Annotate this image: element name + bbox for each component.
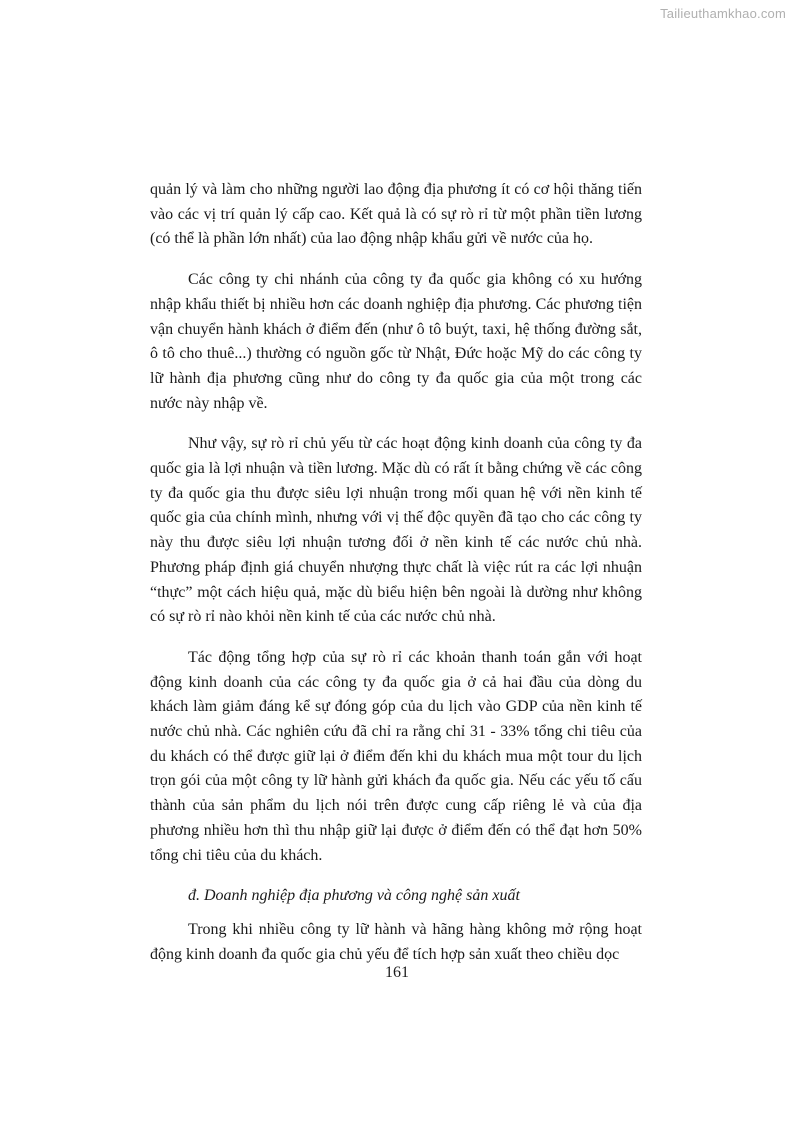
paragraph-combined-impact: Tác động tổng hợp của sự rò rỉ các khoản thanh toán gắn với hoạt động kinh doanh của các công ty đa quốc gia ở cả hai đầu của dòng du khách làm giảm đáng kể sự đóng góp của du lịch vào GDP của nền kinh tế nước chủ nhà. Các nghiên cứu đã chỉ ra rằng chỉ 31 - 33% tổng chi tiêu của du khách có thể được giữ lại ở điểm đến khi du khách mua một tour du lịch trọn gói của một công ty lữ hành gửi khách đa quốc gia. Nếu các yếu tố cấu thành của sản phẩm du lịch nói trên được cung cấp riêng lẻ và của địa phương nhiều hơn thì thu nhập giữ lại được ở điểm đến có thể đạt hơn 50% tổng chi tiêu của du khách. — [150, 648, 642, 864]
section-heading: đ. Doanh nghiệp địa phương và công nghệ sản xuất — [188, 887, 520, 905]
paragraph-subsidiary-imports: Các công ty chi nhánh của công ty đa quốc gia không có xu hướng nhập khẩu thiết bị nhiều hơn các doanh nghiệp địa phương. Các phương tiện vận chuyển hành khách ở điểm đến (như ô tô buýt, taxi, hệ thống đường sắt, ô tô cho thuê...) thường có nguồn gốc từ Nhật, Đức hoặc Mỹ do các công ty lữ hành địa phương cũng như do công ty đa quốc gia của một trong các nước này nhập về. — [150, 271, 642, 412]
paragraph-local-enterprises: Trong khi nhiều công ty lữ hành và hãng hàng không mở rộng hoạt động kinh doanh đa quốc gia chủ yếu để tích hợp sản xuất theo chiều dọc — [150, 920, 642, 963]
watermark-text: Tailieuthamkhao.com — [660, 6, 786, 21]
document-body — [150, 178, 642, 983]
paragraph-continuation: quản lý và làm cho những người lao động địa phương ít có cơ hội thăng tiến vào các vị trí quản lý cấp cao. Kết quả là có sự rò rỉ từ một phần tiền lương (có thể là phần lớn nhất) của lao động nhập khẩu gửi về nước của họ. — [150, 181, 642, 248]
page-number: 161 — [385, 964, 409, 981]
paragraph-leakage-profits: Như vậy, sự rò rỉ chủ yếu từ các hoạt động kinh doanh của công ty đa quốc gia là lợi nhuận và tiền lương. Mặc dù có rất ít bằng chứng về các công ty đa quốc gia thu được siêu lợi nhuận trong mối quan hệ với nền kinh tế quốc gia của chính mình, nhưng với vị thế độc quyền đã tạo cho các công ty này thu được siêu lợi nhuận tương đối ở nền kinh tế các nước chủ nhà. Phương pháp định giá chuyển nhượng thực chất là việc rút ra các lợi nhuận “thực” một cách hiệu quả, mặc dù biểu hiện bên ngoài là dường như không có sự rò rỉ nào khỏi nền kinh tế của các nước chủ nhà. — [150, 435, 642, 626]
